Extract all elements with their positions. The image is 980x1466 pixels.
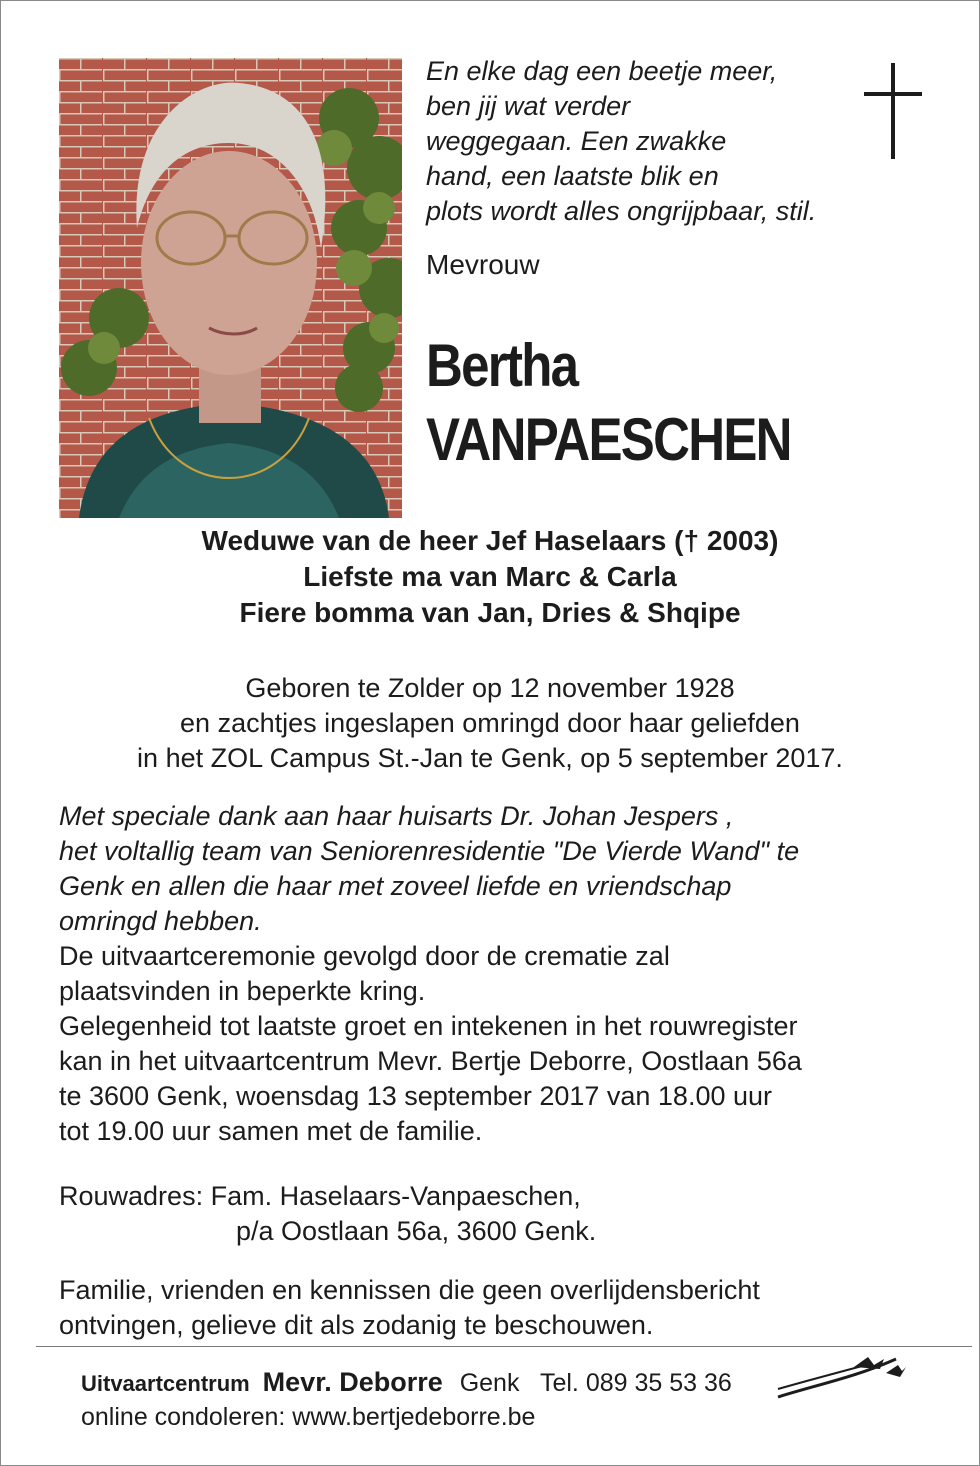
ceremony-line: Gelegenheid tot laatste groet en intekenen in het rouwregister [59, 1011, 798, 1041]
thanks-line: het voltallig team van Seniorenresidentie "De Vierde Wand" te [59, 836, 800, 866]
funeral-home-brand: Mevr. Deborre [262, 1367, 443, 1397]
mourning-address [59, 1179, 596, 1249]
relation-line: Liefste ma van Marc & Carla [303, 561, 677, 592]
relation-line: Fiere bomma van Jan, Dries & Shqipe [239, 597, 741, 628]
ceremony-line: tot 19.00 uur samen met de familie. [59, 1116, 483, 1146]
poem [426, 54, 896, 229]
message-body [59, 799, 939, 1149]
ceremony-line: te 3600 Genk, woensdag 13 september 2017 van 18.00 uur [59, 1081, 773, 1111]
funeral-home-city: Genk [459, 1369, 520, 1397]
final-line: Familie, vrienden en kennissen die geen overlijdensbericht [59, 1275, 760, 1305]
final-notice [59, 1273, 760, 1343]
funeral-home-phone[interactable]: Tel. 089 35 53 36 [539, 1369, 732, 1397]
final-line: ontvingen, gelieve dit als zodanig te beschouwen. [59, 1310, 654, 1340]
relations [0, 523, 980, 631]
ceremony-line: kan in het uitvaartcentrum Mevr. Bertje Deborre, Oostlaan 56a [59, 1046, 802, 1076]
poem-line: plots wordt alles ongrijpbaar, stil. [426, 196, 817, 226]
poem-line: weggegaan. Een zwakke [426, 126, 727, 156]
poem-line: hand, een laatste blik en [426, 161, 719, 191]
address-line: p/a Oostlaan 56a, 3600 Genk. [236, 1216, 597, 1246]
birth-line: en zachtjes ingeslapen omringd door haar geliefden [180, 708, 800, 738]
ceremony-line: De uitvaartceremonie gevolgd door de crematie zal [59, 941, 670, 971]
funeral-home-line [81, 1367, 732, 1398]
poem-line: ben jij wat verder [426, 91, 631, 121]
birth-line: in het ZOL Campus St.-Jan te Genk, op 5 september 2017. [137, 743, 843, 773]
birth-death-info [0, 671, 980, 776]
birds-logo-icon [776, 1355, 908, 1406]
funeral-home-label: Uitvaartcentrum [81, 1371, 250, 1396]
birth-line: Geboren te Zolder op 12 november 1928 [245, 673, 735, 703]
deceased-first-name: Bertha [426, 332, 578, 399]
address-line: Rouwadres: Fam. Haselaars-Vanpaeschen, [59, 1181, 581, 1211]
salutation: Mevrouw [426, 249, 540, 280]
poem-line: En elke dag een beetje meer, [426, 56, 778, 86]
deceased-last-name: VANPAESCHEN [426, 406, 791, 473]
ceremony-line: plaatsvinden in beperkte kring. [59, 976, 426, 1006]
thanks-line: omringd hebben. [59, 906, 262, 936]
thanks-line: Genk en allen die haar met zoveel liefde en vriendschap [59, 871, 732, 901]
relation-line: Weduwe van de heer Jef Haselaars († 2003) [201, 525, 779, 556]
thanks-line: Met speciale dank aan haar huisarts Dr. Johan Jespers , [59, 801, 734, 831]
footer-divider [36, 1346, 972, 1347]
portrait-photo [59, 58, 402, 518]
online-condolence-link[interactable]: online condoleren: www.bertjedeborre.be [81, 1403, 536, 1431]
latin-cross-icon [864, 63, 922, 164]
